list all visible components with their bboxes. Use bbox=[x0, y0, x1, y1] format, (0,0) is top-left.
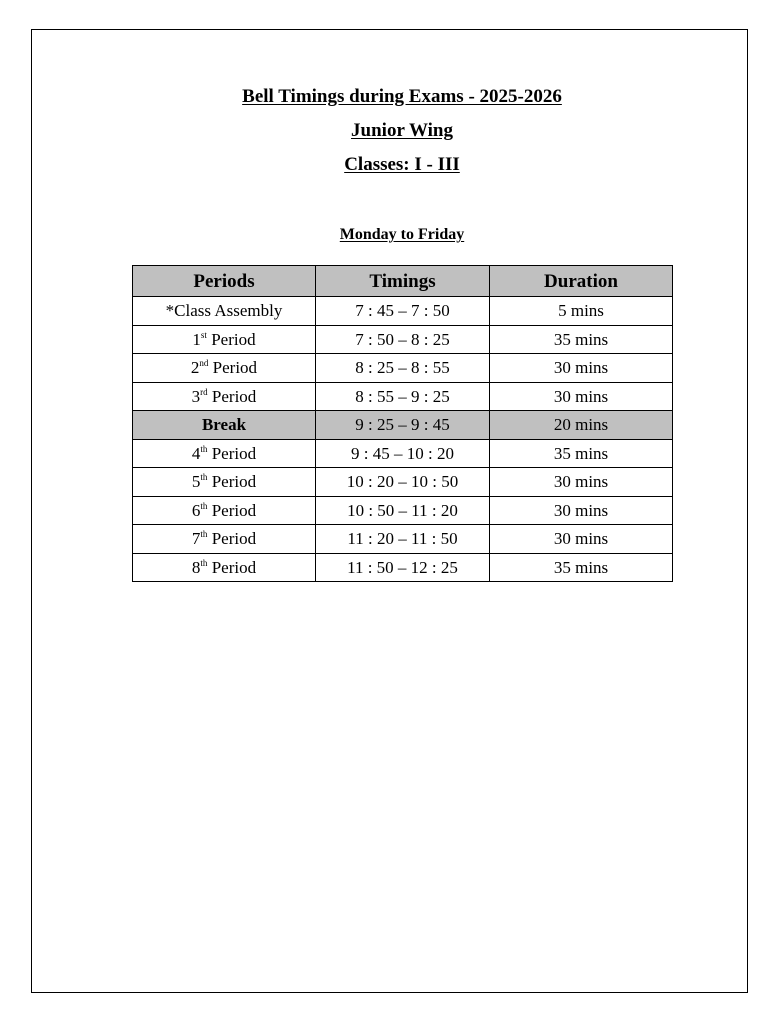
period-ordinal: th bbox=[200, 529, 208, 540]
break-row bbox=[133, 411, 673, 440]
period-number: 3 bbox=[191, 386, 201, 406]
timing-cell: 11 : 50 – 12 : 25 bbox=[316, 553, 490, 582]
period-number: 4 bbox=[191, 443, 201, 463]
table-row bbox=[133, 439, 673, 468]
duration-cell: 30 mins bbox=[490, 468, 673, 497]
period-cell bbox=[133, 325, 316, 354]
header-timings: Timings bbox=[316, 266, 490, 297]
timing-cell: 10 : 20 – 10 : 50 bbox=[316, 468, 490, 497]
period-label: Period bbox=[207, 500, 257, 520]
duration-cell: 5 mins bbox=[490, 297, 673, 326]
timing-cell: 9 : 45 – 10 : 20 bbox=[316, 439, 490, 468]
days-heading: Monday to Friday bbox=[339, 226, 465, 243]
period-ordinal: rd bbox=[200, 386, 208, 397]
period-label: Period bbox=[208, 358, 258, 378]
timing-cell: 9 : 25 – 9 : 45 bbox=[316, 411, 490, 440]
period-number: 1 bbox=[192, 329, 201, 349]
period-ordinal: st bbox=[200, 329, 207, 340]
period-ordinal: th bbox=[200, 500, 208, 511]
period-cell bbox=[133, 354, 316, 383]
table-row bbox=[133, 496, 673, 525]
period-cell bbox=[133, 297, 316, 326]
period-ordinal: th bbox=[200, 443, 208, 454]
period-number: 8 bbox=[191, 557, 201, 577]
period-cell bbox=[133, 382, 316, 411]
period-cell bbox=[133, 496, 316, 525]
period-cell bbox=[133, 468, 316, 497]
period-label: Period bbox=[207, 472, 257, 492]
header-duration: Duration bbox=[490, 266, 673, 297]
table-row bbox=[133, 354, 673, 383]
table-row bbox=[133, 382, 673, 411]
period-cell bbox=[133, 553, 316, 582]
period-label: Period bbox=[207, 557, 257, 577]
period-ordinal: th bbox=[200, 472, 208, 483]
period-number: 6 bbox=[191, 500, 201, 520]
period-label: Period bbox=[207, 529, 257, 549]
wing-heading: Junior Wing bbox=[351, 120, 453, 141]
timing-cell: 7 : 45 – 7 : 50 bbox=[316, 297, 490, 326]
table-row bbox=[133, 525, 673, 554]
table-row bbox=[133, 468, 673, 497]
duration-cell: 35 mins bbox=[490, 325, 673, 354]
period-cell bbox=[133, 439, 316, 468]
period-label: *Class Assembly bbox=[165, 301, 283, 321]
duration-cell: 30 mins bbox=[490, 496, 673, 525]
duration-cell: 30 mins bbox=[490, 354, 673, 383]
timing-cell: 10 : 50 – 11 : 20 bbox=[316, 496, 490, 525]
timing-cell: 7 : 50 – 8 : 25 bbox=[316, 325, 490, 354]
table-header-row bbox=[133, 266, 673, 297]
period-label: Period bbox=[206, 329, 256, 349]
table-row bbox=[133, 297, 673, 326]
table-row bbox=[133, 325, 673, 354]
timing-cell: 8 : 25 – 8 : 55 bbox=[316, 354, 490, 383]
period-cell bbox=[133, 411, 316, 440]
period-label: Break bbox=[201, 415, 247, 435]
duration-cell: 20 mins bbox=[490, 411, 673, 440]
period-label: Period bbox=[207, 443, 257, 463]
table-row bbox=[133, 553, 673, 582]
timing-cell: 8 : 55 – 9 : 25 bbox=[316, 382, 490, 411]
period-ordinal: th bbox=[200, 557, 208, 568]
duration-cell: 30 mins bbox=[490, 525, 673, 554]
period-cell bbox=[133, 525, 316, 554]
period-number: 2 bbox=[190, 358, 200, 378]
duration-cell: 35 mins bbox=[490, 553, 673, 582]
duration-cell: 35 mins bbox=[490, 439, 673, 468]
bell-timings-table bbox=[132, 265, 673, 582]
duration-cell: 30 mins bbox=[490, 382, 673, 411]
classes-heading: Classes: I - III bbox=[344, 154, 460, 175]
period-label: Period bbox=[207, 386, 257, 406]
header-periods: Periods bbox=[133, 266, 316, 297]
period-ordinal: nd bbox=[199, 358, 209, 369]
period-number: 5 bbox=[191, 472, 201, 492]
period-number: 7 bbox=[191, 529, 201, 549]
document-title: Bell Timings during Exams - 2025-2026 bbox=[242, 86, 562, 107]
timing-cell: 11 : 20 – 11 : 50 bbox=[316, 525, 490, 554]
